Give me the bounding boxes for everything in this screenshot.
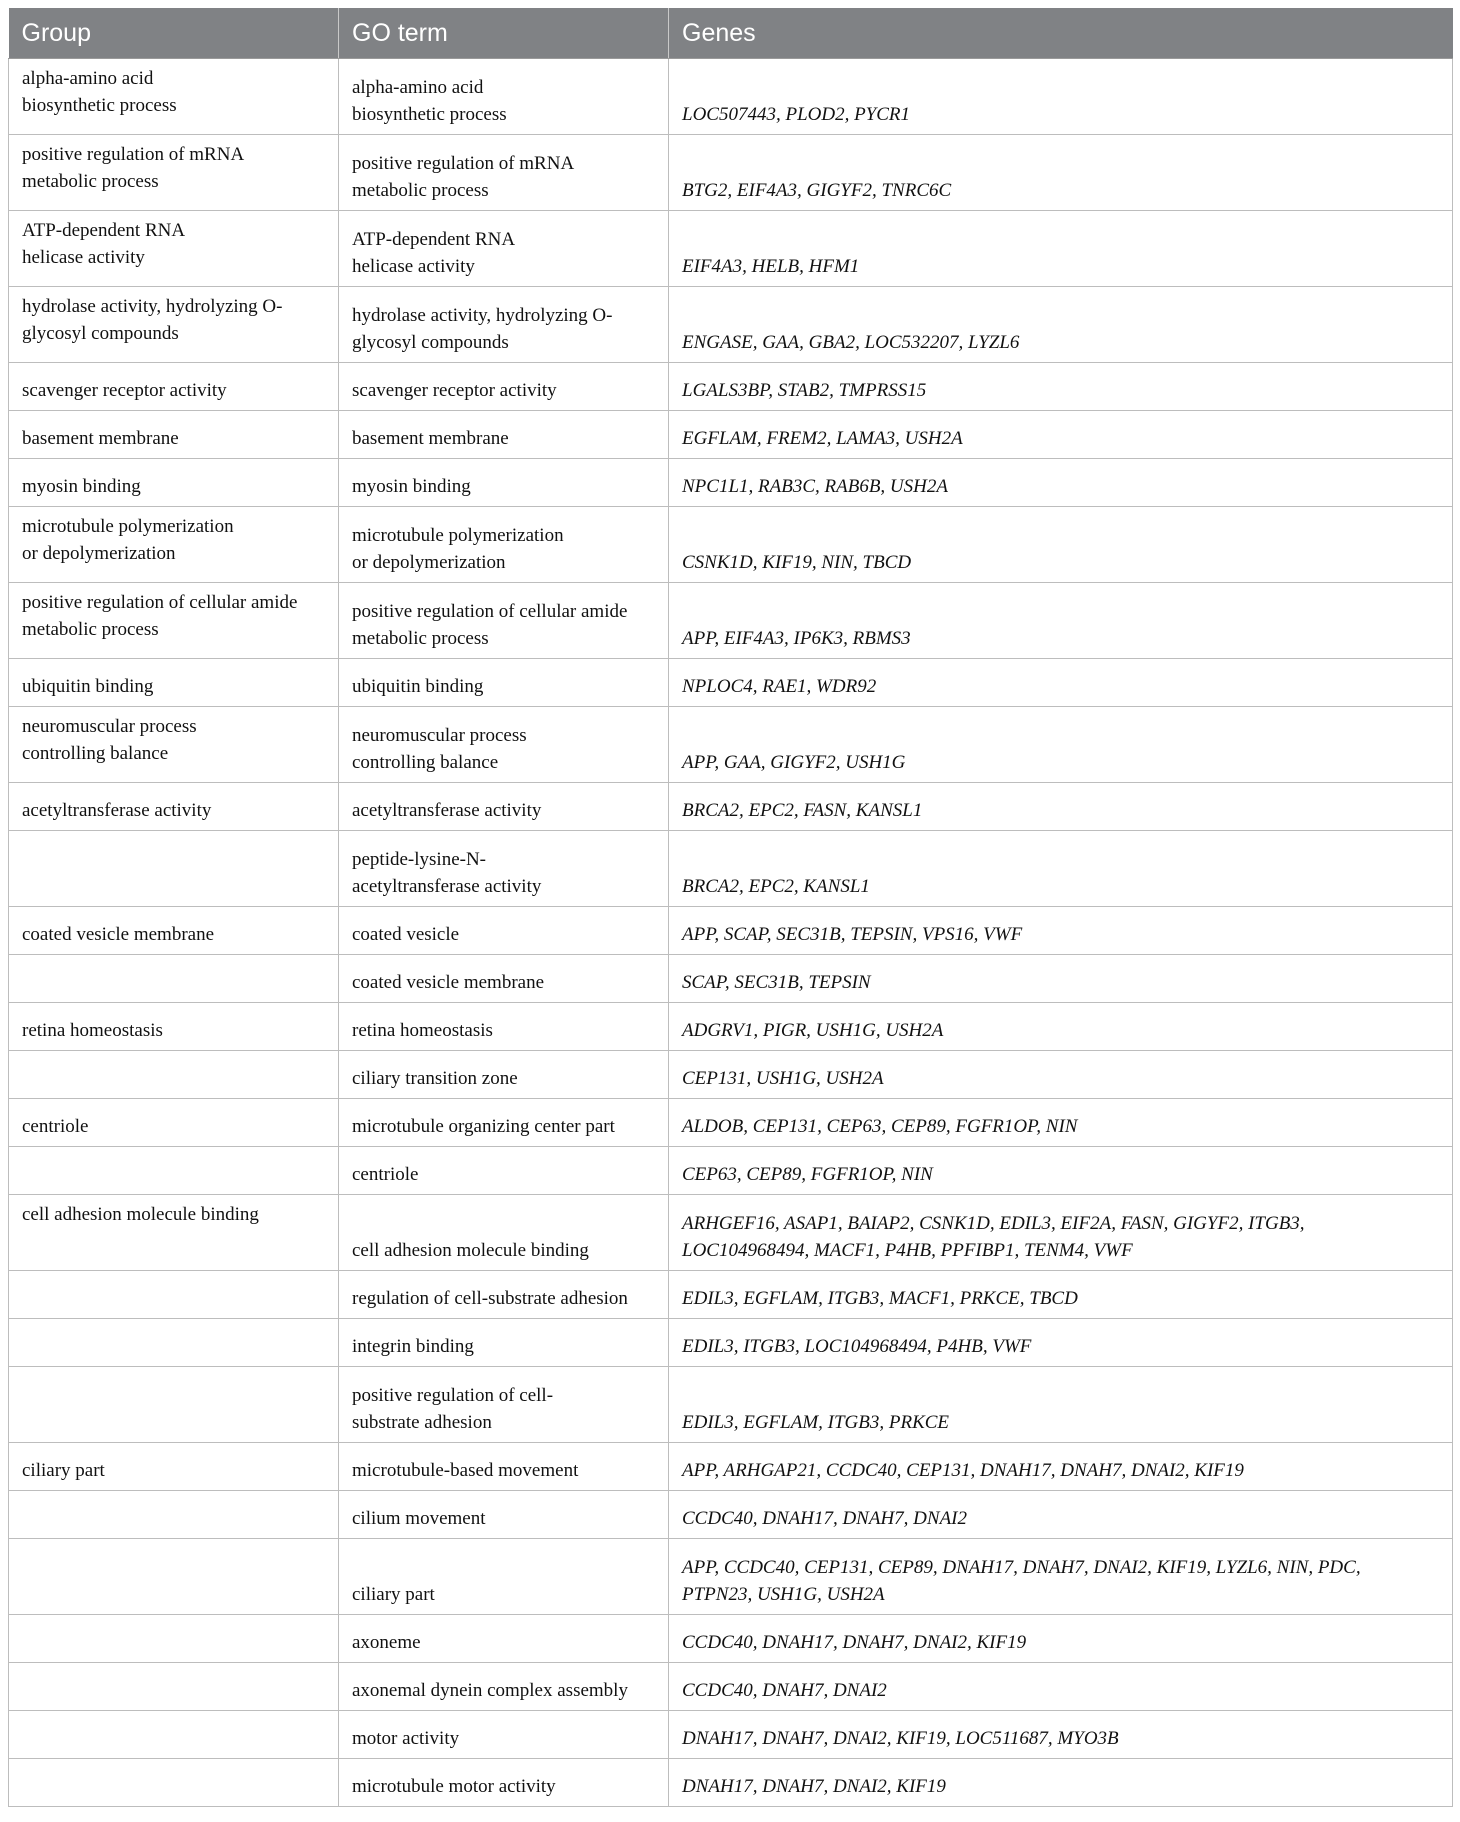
genes-cell: NPC1L1, RAB3C, RAB6B, USH2A [669, 459, 1453, 507]
genes-cell: ENGASE, GAA, GBA2, LOC532207, LYZL6 [669, 287, 1453, 363]
genes-cell: CCDC40, DNAH17, DNAH7, DNAI2 [669, 1491, 1453, 1539]
group-cell: retina homeostasis [9, 1003, 339, 1051]
table-row [9, 659, 1453, 707]
go-term-cell: regulation of cell-substrate adhesion [339, 1271, 669, 1319]
table-row [9, 1711, 1453, 1759]
genes-cell: EDIL3, ITGB3, LOC104968494, P4HB, VWF [669, 1319, 1453, 1367]
go-term-cell: basement membrane [339, 411, 669, 459]
go-term-cell: integrin binding [339, 1319, 669, 1367]
table-row [9, 1615, 1453, 1663]
group-cell [9, 1051, 339, 1099]
group-cell [9, 1711, 339, 1759]
go-term-cell: microtubule organizing center part [339, 1099, 669, 1147]
table-row [9, 1319, 1453, 1367]
genes-cell: NPLOC4, RAE1, WDR92 [669, 659, 1453, 707]
go-term-cell: coated vesicle membrane [339, 955, 669, 1003]
group-cell: basement membrane [9, 411, 339, 459]
header-genes: Genes [669, 8, 1453, 59]
genes-cell: CEP131, USH1G, USH2A [669, 1051, 1453, 1099]
genes-cell: ADGRV1, PIGR, USH1G, USH2A [669, 1003, 1453, 1051]
go-term-cell: positive regulation of cell- substrate adhesion [339, 1367, 669, 1443]
group-cell [9, 1271, 339, 1319]
table-row [9, 955, 1453, 1003]
header-group: Group [9, 8, 339, 59]
genes-cell: DNAH17, DNAH7, DNAI2, KIF19, LOC511687, MYO3B [669, 1711, 1453, 1759]
group-cell: centriole [9, 1099, 339, 1147]
genes-cell: EGFLAM, FREM2, LAMA3, USH2A [669, 411, 1453, 459]
go-term-cell: alpha-amino acid biosynthetic process [339, 59, 669, 135]
go-term-cell: scavenger receptor activity [339, 363, 669, 411]
go-term-cell: ciliary transition zone [339, 1051, 669, 1099]
table-row [9, 1539, 1453, 1615]
genes-cell: ARHGEF16, ASAP1, BAIAP2, CSNK1D, EDIL3, EIF2A, FASN, GIGYF2, ITGB3, LOC104968494, MACF1, P4HB, PPFIBP1, TENM4, VWF [669, 1195, 1453, 1271]
group-cell: microtubule polymerization or depolymerization [9, 507, 339, 583]
go-term-cell: positive regulation of mRNA metabolic process [339, 135, 669, 211]
genes-cell: CEP63, CEP89, FGFR1OP, NIN [669, 1147, 1453, 1195]
group-cell: acetyltransferase activity [9, 783, 339, 831]
group-cell [9, 1663, 339, 1711]
table-header [9, 8, 1453, 59]
group-cell: scavenger receptor activity [9, 363, 339, 411]
group-cell: cell adhesion molecule binding [9, 1195, 339, 1271]
group-cell: alpha-amino acid biosynthetic process [9, 59, 339, 135]
group-cell [9, 1147, 339, 1195]
genes-cell: BRCA2, EPC2, FASN, KANSL1 [669, 783, 1453, 831]
table-row [9, 459, 1453, 507]
genes-cell: BTG2, EIF4A3, GIGYF2, TNRC6C [669, 135, 1453, 211]
table-row [9, 707, 1453, 783]
genes-cell: SCAP, SEC31B, TEPSIN [669, 955, 1453, 1003]
group-cell: coated vesicle membrane [9, 907, 339, 955]
go-term-cell: cilium movement [339, 1491, 669, 1539]
group-cell [9, 1319, 339, 1367]
group-cell [9, 1367, 339, 1443]
go-term-cell: ATP-dependent RNA helicase activity [339, 211, 669, 287]
genes-cell: DNAH17, DNAH7, DNAI2, KIF19 [669, 1759, 1453, 1807]
go-term-cell: acetyltransferase activity [339, 783, 669, 831]
group-cell: myosin binding [9, 459, 339, 507]
genes-cell: ALDOB, CEP131, CEP63, CEP89, FGFR1OP, NIN [669, 1099, 1453, 1147]
table-row [9, 1147, 1453, 1195]
go-term-cell: centriole [339, 1147, 669, 1195]
go-term-cell: ciliary part [339, 1539, 669, 1615]
genes-cell: CCDC40, DNAH17, DNAH7, DNAI2, KIF19 [669, 1615, 1453, 1663]
genes-cell: APP, CCDC40, CEP131, CEP89, DNAH17, DNAH7, DNAI2, KIF19, LYZL6, NIN, PDC, PTPN23, USH1G, USH2A [669, 1539, 1453, 1615]
table-row [9, 1759, 1453, 1807]
genes-cell: APP, EIF4A3, IP6K3, RBMS3 [669, 583, 1453, 659]
group-cell [9, 1491, 339, 1539]
go-term-cell: peptide-lysine-N- acetyltransferase activity [339, 831, 669, 907]
genes-cell: APP, ARHGAP21, CCDC40, CEP131, DNAH17, DNAH7, DNAI2, KIF19 [669, 1443, 1453, 1491]
group-cell [9, 831, 339, 907]
genes-cell: LGALS3BP, STAB2, TMPRSS15 [669, 363, 1453, 411]
go-term-cell: hydrolase activity, hydrolyzing O- glycosyl compounds [339, 287, 669, 363]
header-go-term: GO term [339, 8, 669, 59]
go-term-cell: ubiquitin binding [339, 659, 669, 707]
header-row [9, 8, 1453, 59]
table-row [9, 1051, 1453, 1099]
table-row [9, 783, 1453, 831]
genes-cell: APP, SCAP, SEC31B, TEPSIN, VPS16, VWF [669, 907, 1453, 955]
go-term-cell: positive regulation of cellular amide metabolic process [339, 583, 669, 659]
group-cell: hydrolase activity, hydrolyzing O- glycosyl compounds [9, 287, 339, 363]
table-row [9, 831, 1453, 907]
table-row [9, 1443, 1453, 1491]
table-row [9, 411, 1453, 459]
table-row [9, 1003, 1453, 1051]
group-cell: ATP-dependent RNA helicase activity [9, 211, 339, 287]
group-cell: positive regulation of mRNA metabolic process [9, 135, 339, 211]
go-term-cell: coated vesicle [339, 907, 669, 955]
go-term-cell: neuromuscular process controlling balance [339, 707, 669, 783]
group-cell: neuromuscular process controlling balance [9, 707, 339, 783]
group-cell [9, 955, 339, 1003]
genes-cell: CSNK1D, KIF19, NIN, TBCD [669, 507, 1453, 583]
table-row [9, 1367, 1453, 1443]
table-row [9, 59, 1453, 135]
table-row [9, 1271, 1453, 1319]
group-cell: ubiquitin binding [9, 659, 339, 707]
table-row [9, 583, 1453, 659]
group-cell [9, 1539, 339, 1615]
group-cell: positive regulation of cellular amide metabolic process [9, 583, 339, 659]
group-cell [9, 1615, 339, 1663]
table-row [9, 907, 1453, 955]
genes-cell: EIF4A3, HELB, HFM1 [669, 211, 1453, 287]
table-row [9, 363, 1453, 411]
table-body [9, 59, 1453, 1807]
table-row [9, 287, 1453, 363]
genes-cell: EDIL3, EGFLAM, ITGB3, PRKCE [669, 1367, 1453, 1443]
genes-cell: APP, GAA, GIGYF2, USH1G [669, 707, 1453, 783]
go-enrichment-table [8, 8, 1453, 1807]
table-row [9, 1099, 1453, 1147]
genes-cell: CCDC40, DNAH7, DNAI2 [669, 1663, 1453, 1711]
go-term-cell: axoneme [339, 1615, 669, 1663]
go-term-cell: axonemal dynein complex assembly [339, 1663, 669, 1711]
go-term-cell: microtubule-based movement [339, 1443, 669, 1491]
table-row [9, 211, 1453, 287]
go-term-cell: microtubule polymerization or depolymerization [339, 507, 669, 583]
genes-cell: BRCA2, EPC2, KANSL1 [669, 831, 1453, 907]
table-row [9, 1491, 1453, 1539]
go-term-cell: cell adhesion molecule binding [339, 1195, 669, 1271]
go-term-cell: microtubule motor activity [339, 1759, 669, 1807]
table-row [9, 1195, 1453, 1271]
group-cell: ciliary part [9, 1443, 339, 1491]
table-row [9, 135, 1453, 211]
genes-cell: EDIL3, EGFLAM, ITGB3, MACF1, PRKCE, TBCD [669, 1271, 1453, 1319]
go-enrichment-table-container [8, 8, 1452, 1807]
go-term-cell: motor activity [339, 1711, 669, 1759]
table-row [9, 1663, 1453, 1711]
go-term-cell: retina homeostasis [339, 1003, 669, 1051]
go-term-cell: myosin binding [339, 459, 669, 507]
genes-cell: LOC507443, PLOD2, PYCR1 [669, 59, 1453, 135]
group-cell [9, 1759, 339, 1807]
table-row [9, 507, 1453, 583]
